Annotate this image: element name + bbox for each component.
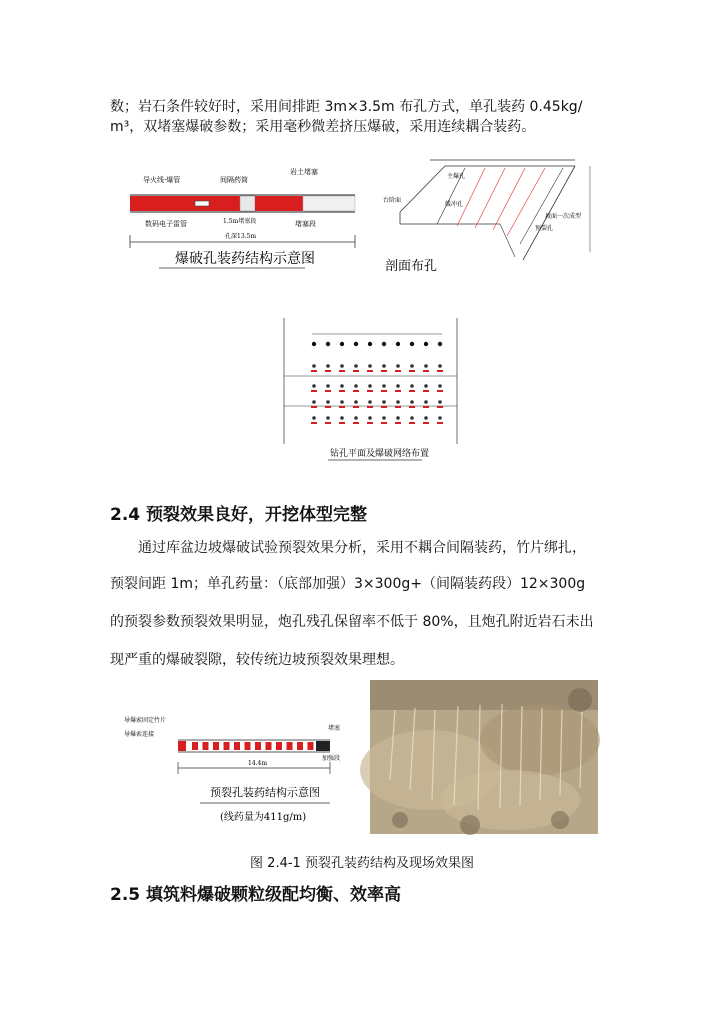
plan-delay-mark [381, 422, 387, 424]
plan-hole [340, 416, 344, 420]
charge-dim-label: 孔深13.5m [225, 233, 257, 240]
plan-hole [396, 416, 400, 420]
presplit-cartridge [234, 742, 240, 750]
plan-hole [368, 416, 372, 420]
presplit-cartridge [203, 742, 209, 750]
plan-delay-mark [311, 406, 317, 408]
plan-hole [424, 364, 428, 368]
presplit-stemming [316, 741, 330, 751]
presplit-charge-figure [120, 710, 360, 832]
presplit-label-2: 导爆索连接 [124, 731, 155, 738]
plan-delay-mark [311, 370, 317, 372]
plan-hole [410, 416, 414, 420]
plan-hole [340, 384, 344, 388]
plan-delay-mark [339, 406, 345, 408]
plan-delay-mark [325, 422, 331, 424]
plan-hole [340, 342, 344, 346]
plan-delay-mark [367, 406, 373, 408]
plan-delay-mark [437, 422, 443, 424]
charge-label-4: 1.5m堵塞段 [223, 218, 257, 225]
charge-label-6: 堵塞段 [295, 220, 316, 228]
plan-hole [326, 384, 330, 388]
plan-hole [354, 342, 358, 346]
plan-hole [368, 400, 372, 404]
section-2-4-line-1: 通过库盆边坡爆破试验预裂效果分析，采用不耦合间隔装药，竹片绑扎， [138, 540, 586, 556]
presplit-cartridge [276, 742, 282, 750]
plan-hole [312, 400, 316, 404]
intro-line-1: 数；岩石条件较好时，采用间排距 3m×3.5m 布孔方式，单孔装药 0.45kg/ [110, 99, 583, 115]
section-label-b: 缓冲孔 [445, 201, 464, 208]
plan-delay-mark [325, 370, 331, 372]
section-figure-title: 剖面布孔 [385, 259, 438, 274]
plan-delay-mark [367, 422, 373, 424]
plan-hole [410, 342, 414, 346]
presplit-label-1: 导爆索固定竹片 [124, 717, 167, 724]
plan-delay-mark [311, 390, 317, 392]
plan-hole [326, 416, 330, 420]
section-label-d: 台阶面 [383, 197, 402, 204]
plan-hole [340, 364, 344, 368]
plan-hole [424, 400, 428, 404]
plan-delay-mark [437, 370, 443, 372]
plan-hole [424, 384, 428, 388]
presplit-cartridge [192, 742, 198, 750]
plan-hole [396, 400, 400, 404]
plan-delay-mark [423, 370, 429, 372]
main-charge-segment [130, 196, 240, 211]
plan-hole [312, 416, 316, 420]
plan-hole [354, 400, 358, 404]
presplit-figure-subtitle: (线药量为411g/m) [220, 812, 307, 823]
stemming-mid [240, 196, 255, 211]
plan-delay-mark [423, 390, 429, 392]
plan-hole [438, 342, 442, 346]
section-label-a: 主爆孔 [447, 173, 466, 180]
section-2-4-line-3: 的预裂参数预裂效果明显，炮孔残孔保留率不低于 80%，且炮孔附近岩石未出 [110, 614, 594, 630]
presplit-cartridge [245, 742, 251, 750]
plan-delay-mark [395, 370, 401, 372]
plan-delay-mark [367, 390, 373, 392]
plan-hole [354, 416, 358, 420]
plan-hole [396, 384, 400, 388]
section-layout-figure [385, 152, 600, 277]
plan-delay-mark [423, 422, 429, 424]
plan-delay-mark [325, 406, 331, 408]
plan-delay-mark [437, 390, 443, 392]
photo-texture [370, 680, 598, 834]
plan-hole [410, 384, 414, 388]
presplit-cartridge [266, 742, 272, 750]
intro-line-2: m³，双堵塞爆破参数；采用毫秒微差挤压爆破，采用连续耦合装药。 [110, 119, 536, 135]
charge-structure-figure [125, 160, 365, 280]
plan-delay-mark [423, 406, 429, 408]
section-2-4-line-2: 预裂间距 1m；单孔药量：（底部加强）3×300g+（间隔装药段）12×300g [110, 576, 586, 592]
presplit-cartridges [192, 742, 314, 750]
stemming-top [303, 196, 355, 211]
plan-hole [382, 384, 386, 388]
plan-hole [438, 416, 442, 420]
presplit-cartridge [224, 742, 230, 750]
plan-delay-mark [381, 370, 387, 372]
plan-network-figure [272, 314, 498, 466]
plan-hole [396, 364, 400, 368]
plan-hole [312, 364, 316, 368]
plan-hole [382, 400, 386, 404]
charge-label-3: 间隔药筒 [220, 176, 248, 184]
plan-delay-mark [325, 390, 331, 392]
plan-delay-mark [381, 406, 387, 408]
plan-delay-mark [367, 370, 373, 372]
plan-delay-mark [395, 406, 401, 408]
plan-delay-mark [339, 422, 345, 424]
charge-figure-title: 爆破孔装药结构示意图 [175, 251, 315, 267]
detonator-mark [195, 201, 209, 206]
plan-hole [326, 364, 330, 368]
plan-hole [368, 364, 372, 368]
presplit-dim-label: 14.4m [248, 760, 268, 767]
plan-hole [340, 400, 344, 404]
presplit-cartridge [213, 742, 219, 750]
plan-hole [326, 400, 330, 404]
plan-hole [410, 364, 414, 368]
presplit-figure-title: 预裂孔装药结构示意图 [210, 786, 320, 799]
plan-hole [354, 384, 358, 388]
presplit-label-3: 堵塞 [328, 725, 341, 732]
plan-hole [438, 364, 442, 368]
plan-hole [424, 416, 428, 420]
plan-delay-mark [353, 390, 359, 392]
plan-delay-mark [339, 370, 345, 372]
plan-delay-mark [409, 390, 415, 392]
plan-delay-mark [395, 390, 401, 392]
presplit-cartridge [297, 742, 303, 750]
plan-delay-mark [339, 390, 345, 392]
plan-hole [382, 364, 386, 368]
presplit-bottom-charge [178, 741, 186, 751]
plan-hole [326, 342, 330, 346]
plan-figure-title: 钻孔平面及爆破网络布置 [330, 449, 430, 459]
plan-delay-mark [353, 422, 359, 424]
plan-hole [424, 342, 428, 346]
plan-hole [438, 384, 442, 388]
presplit-cartridge [308, 742, 314, 750]
charge-label-1: 导火线·爆管 [143, 176, 181, 184]
plan-hole [382, 342, 386, 346]
plan-hole [438, 400, 442, 404]
plan-holes [311, 342, 443, 424]
charge-label-5: 岩土堵塞 [290, 168, 318, 176]
section-2-4-heading: 2.4 预裂效果良好，开挖体型完整 [110, 505, 368, 525]
section-label-e: 坡面一次成型 [545, 213, 582, 220]
plan-delay-mark [409, 370, 415, 372]
plan-hole [368, 342, 372, 346]
plan-hole [396, 342, 400, 346]
presplit-cartridge [287, 742, 293, 750]
plan-delay-mark [395, 422, 401, 424]
upper-charge-segment [255, 196, 303, 211]
plan-delay-mark [353, 370, 359, 372]
figure-caption: 图 2.4-1 预裂孔装药结构及现场效果图 [250, 856, 474, 871]
presplit-label-4: 加强段 [322, 755, 341, 762]
plan-delay-mark [409, 406, 415, 408]
section-2-4-line-4: 现严重的爆破裂隙，较传统边坡预裂效果理想。 [110, 652, 404, 668]
plan-delay-mark [381, 390, 387, 392]
plan-delay-mark [437, 406, 443, 408]
plan-hole [368, 384, 372, 388]
plan-hole [312, 342, 316, 346]
presplit-cartridge [255, 742, 261, 750]
plan-delay-mark [311, 422, 317, 424]
section-2-5-heading: 2.5 填筑料爆破颗粒级配均衡、效率高 [110, 885, 402, 905]
plan-hole [410, 400, 414, 404]
site-effect-photo [370, 680, 598, 834]
section-label-c: 预裂孔 [535, 225, 554, 232]
plan-delay-mark [409, 422, 415, 424]
plan-hole [382, 416, 386, 420]
charge-label-2: 数码电子雷管 [145, 220, 187, 228]
plan-hole [312, 384, 316, 388]
plan-delay-mark [353, 406, 359, 408]
plan-hole [354, 364, 358, 368]
